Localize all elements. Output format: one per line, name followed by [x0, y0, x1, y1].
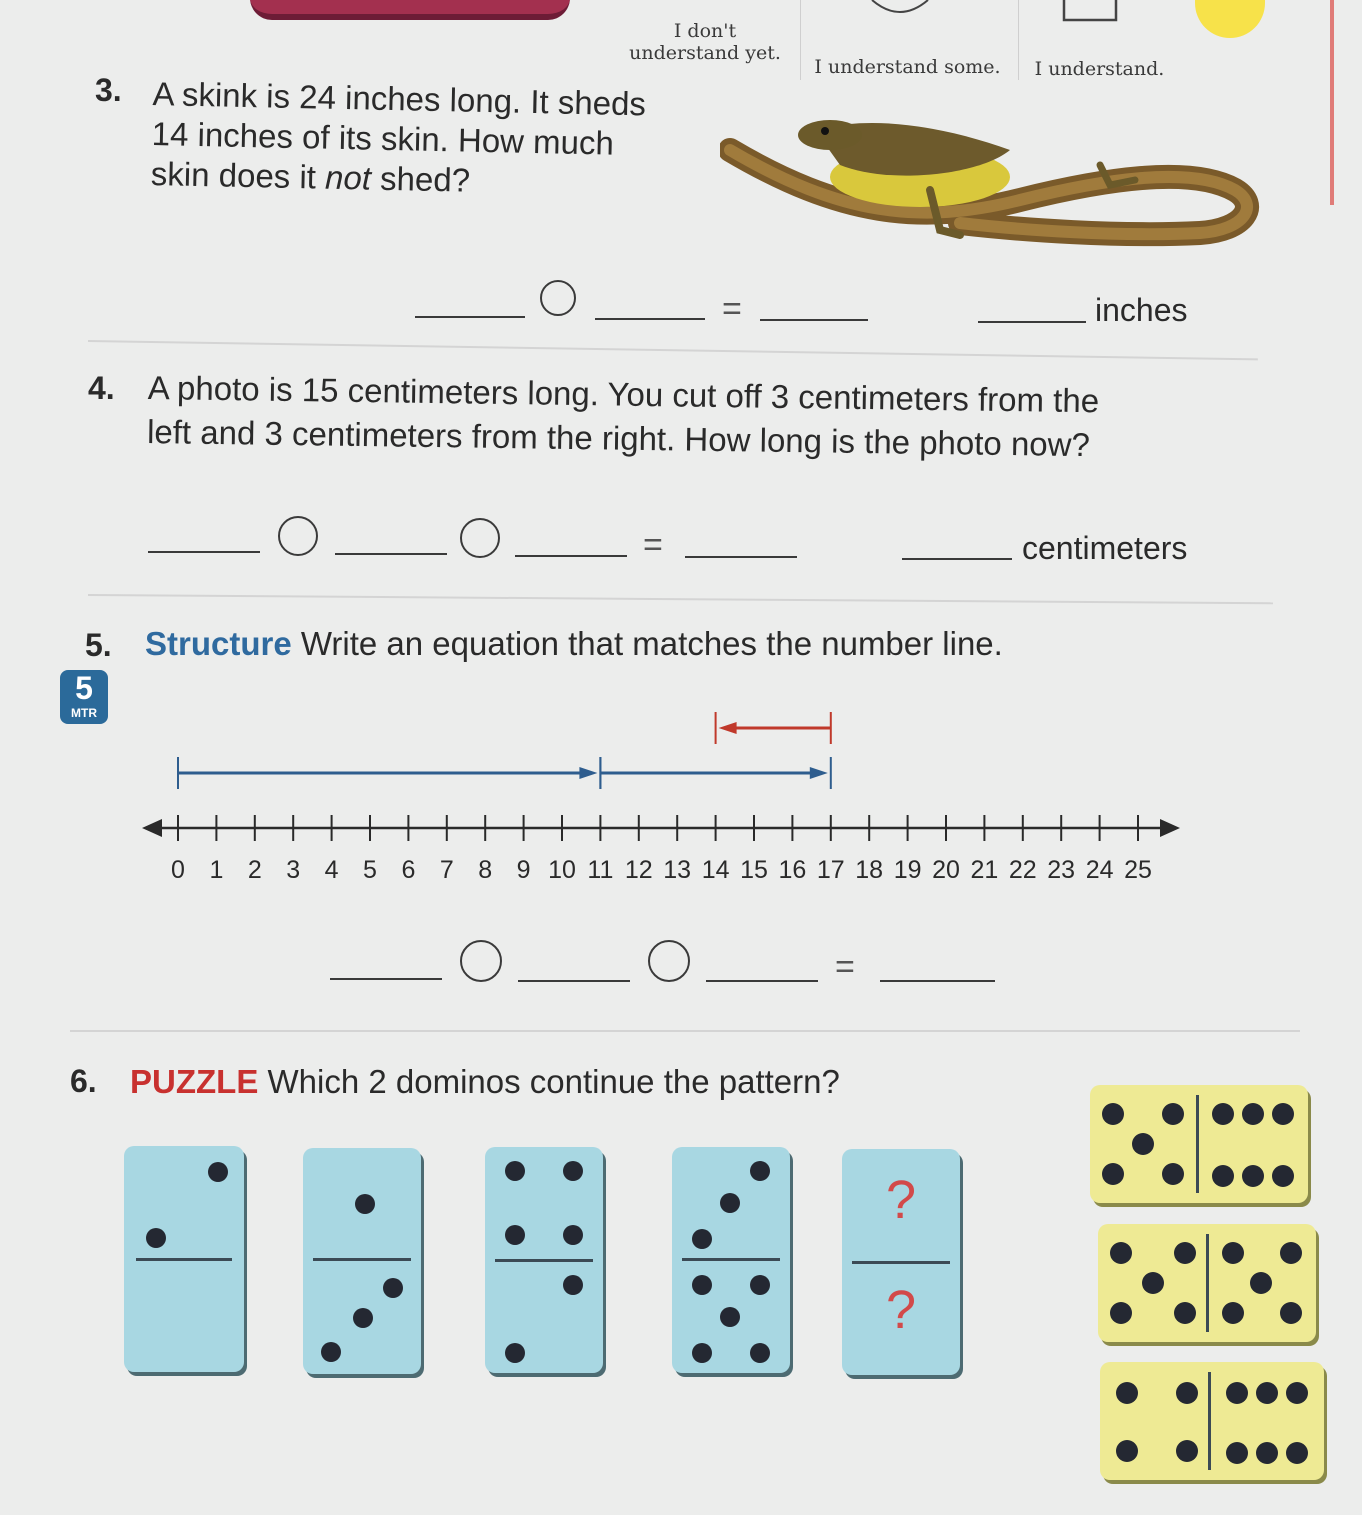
domino-pip [1286, 1442, 1308, 1464]
domino-divider [852, 1261, 950, 1264]
tick-label: 10 [548, 856, 576, 884]
answer-blank[interactable] [148, 551, 260, 553]
domino-pip [750, 1343, 770, 1363]
answer-blank[interactable] [880, 980, 995, 982]
domino-pip [1226, 1382, 1248, 1404]
badge-label: MTR [71, 706, 97, 720]
domino-pip [505, 1343, 525, 1363]
domino-pip [1242, 1103, 1264, 1125]
domino-pip [750, 1275, 770, 1295]
domino-pip [1162, 1163, 1184, 1185]
tick-label: 13 [663, 856, 692, 884]
domino-pip [1162, 1103, 1184, 1125]
face-icon-some [870, 0, 930, 14]
question-5-text [145, 624, 1245, 664]
decorative-banner [250, 0, 570, 20]
operator-circle[interactable] [460, 518, 500, 558]
domino-pip [1116, 1382, 1138, 1404]
domino-divider [136, 1258, 232, 1261]
tick-label: 0 [171, 856, 185, 884]
domino-pip [383, 1278, 403, 1298]
pattern-domino-2 [303, 1148, 421, 1374]
domino-pip [1132, 1133, 1154, 1155]
tick-label: 16 [778, 856, 807, 884]
tick-label: 5 [363, 856, 377, 884]
question-text-line: 14 inches of its skin. How much [151, 114, 615, 162]
domino-pip [563, 1275, 583, 1295]
rating-some[interactable]: I understand some. [814, 56, 1001, 78]
domino-pip [1280, 1302, 1302, 1324]
domino-pip [1280, 1242, 1302, 1264]
tick-label: 17 [816, 856, 845, 884]
domino-divider [1206, 1234, 1209, 1332]
tick-label: 21 [970, 856, 999, 884]
domino-pip [1102, 1103, 1124, 1125]
puzzle-keyword: PUZZLE [130, 1063, 259, 1100]
domino-pip [563, 1161, 583, 1181]
question-text-part: shed? [370, 159, 471, 199]
domino-pip [1116, 1440, 1138, 1462]
rating-understand[interactable]: I understand. [1034, 58, 1165, 80]
answer-domino-1[interactable] [1090, 1085, 1308, 1203]
tick-label: 4 [324, 856, 339, 884]
jump-arrow-head [579, 767, 597, 779]
answer-blank[interactable] [415, 316, 525, 318]
equals-sign: = [835, 948, 855, 986]
section-divider [88, 340, 1258, 360]
question-4-text [147, 368, 1298, 468]
question-number: 4. [88, 370, 115, 406]
question-text-line: left and 3 centimeters from the right. How long is the photo now? [146, 412, 1091, 464]
question-text-part: skin does it [150, 154, 326, 196]
domino-pip [720, 1193, 740, 1213]
tick-label: 11 [587, 856, 614, 884]
page-margin-line [1330, 0, 1334, 205]
axis-arrow-right [1160, 819, 1180, 837]
domino-pip [505, 1225, 525, 1245]
operator-circle[interactable] [460, 940, 502, 982]
domino-pip [1174, 1242, 1196, 1264]
tick-label: 8 [478, 856, 493, 884]
domino-pip [750, 1161, 770, 1181]
question-text-part: Which 2 dominos continue the pattern? [258, 1063, 840, 1100]
answer-blank[interactable] [978, 321, 1086, 323]
jump-arrow-head [810, 767, 828, 779]
domino-pip [1272, 1165, 1294, 1187]
question-mark: ? [885, 1170, 917, 1230]
domino-pip [1272, 1103, 1294, 1125]
domino-pip [1256, 1442, 1278, 1464]
answer-blank[interactable] [902, 558, 1012, 560]
domino-divider [682, 1258, 780, 1261]
section-divider [88, 594, 1273, 604]
domino-pip [1176, 1382, 1198, 1404]
domino-divider [313, 1258, 411, 1261]
number-line [130, 700, 1190, 900]
domino-pip [353, 1308, 373, 1328]
tick-label: 19 [893, 856, 922, 884]
tick-label: 24 [1085, 856, 1114, 884]
domino-pip [505, 1161, 525, 1181]
domino-pip [1222, 1302, 1244, 1324]
tick-label: 7 [439, 856, 454, 884]
question-text-line: A skink is 24 inches long. It sheds [152, 74, 647, 123]
domino-pip [563, 1225, 583, 1245]
domino-pip [1250, 1272, 1272, 1294]
domino-pip [1110, 1302, 1132, 1324]
domino-pip [1242, 1165, 1264, 1187]
axis-arrow-left [142, 819, 162, 837]
operator-circle[interactable] [648, 940, 690, 982]
pattern-domino-4 [672, 1147, 790, 1373]
domino-pip [1212, 1165, 1234, 1187]
domino-pip [1226, 1442, 1248, 1464]
tick-label: 14 [701, 856, 730, 884]
question-6-text [130, 1062, 1030, 1102]
domino-divider [1208, 1372, 1211, 1470]
face-icon-understand [1060, 0, 1120, 24]
domino-pip [146, 1228, 166, 1248]
domino-pip [1212, 1103, 1234, 1125]
question-number: 6. [70, 1063, 97, 1099]
rating-not-yet[interactable]: I don't understand yet. [629, 20, 781, 64]
domino-divider [1196, 1095, 1199, 1193]
domino-pip [355, 1194, 375, 1214]
question-mark: ? [885, 1280, 917, 1340]
tick-label: 22 [1008, 856, 1037, 884]
tick-label: 12 [624, 856, 653, 884]
equals-sign: = [722, 290, 742, 328]
tick-label: 3 [286, 856, 301, 884]
answer-blank[interactable] [685, 556, 797, 558]
tick-label: 18 [855, 856, 884, 884]
answer-blank[interactable] [335, 553, 447, 555]
tick-label: 1 [209, 856, 224, 884]
question-text-part: Write an equation that matches the number line. [291, 625, 1003, 662]
question-3-text [150, 74, 732, 206]
tick-label: 9 [516, 856, 531, 884]
decorative-shape [1195, 0, 1265, 38]
domino-pip [1142, 1272, 1164, 1294]
answer-blank[interactable] [706, 980, 818, 982]
domino-pip [720, 1307, 740, 1327]
answer-blank[interactable] [515, 555, 627, 557]
question-number: 3. [95, 72, 122, 108]
answer-blank[interactable] [518, 980, 630, 982]
domino-pip [692, 1275, 712, 1295]
domino-pip [1256, 1382, 1278, 1404]
rating-divider [800, 0, 801, 80]
tick-label: 2 [247, 856, 262, 884]
domino-pip [1102, 1163, 1124, 1185]
mtr-badge [60, 670, 108, 724]
domino-pip [321, 1342, 341, 1362]
domino-pip [692, 1343, 712, 1363]
pattern-domino-3 [485, 1147, 603, 1373]
answer-blank[interactable] [595, 318, 705, 320]
answer-domino-2[interactable] [1098, 1224, 1316, 1342]
operator-circle[interactable] [278, 516, 318, 556]
domino-pip [1110, 1242, 1132, 1264]
pattern-domino-unknown [842, 1149, 960, 1375]
answer-blank[interactable] [330, 978, 442, 980]
emphasis-text: not [324, 158, 372, 197]
domino-pip [1286, 1382, 1308, 1404]
answer-blank[interactable] [760, 319, 868, 321]
tick-label: 25 [1124, 856, 1152, 884]
domino-pip [1174, 1302, 1196, 1324]
operator-circle[interactable] [540, 280, 576, 316]
jump-arrow-head [719, 722, 737, 734]
section-divider [70, 1030, 1300, 1032]
answer-domino-3[interactable] [1100, 1362, 1324, 1480]
domino-pip [692, 1229, 712, 1249]
domino-pip [1222, 1242, 1244, 1264]
question-text-line: A photo is 15 centimeters long. You cut off 3 centimeters from the [147, 368, 1100, 420]
skink-illustration [720, 105, 1260, 260]
tick-label: 23 [1047, 856, 1076, 884]
domino-pip [208, 1162, 228, 1182]
tick-label: 20 [932, 856, 960, 884]
badge-number: 5 [75, 670, 93, 706]
pattern-domino-1 [124, 1146, 244, 1372]
unit-label: centimeters [1022, 530, 1188, 566]
rating-divider [1018, 0, 1019, 80]
unit-label: inches [1095, 292, 1188, 328]
tick-label: 6 [401, 856, 416, 884]
domino-divider [495, 1259, 593, 1262]
tick-label: 15 [740, 856, 768, 884]
question-number: 5. [85, 627, 112, 663]
equals-sign: = [643, 526, 663, 564]
domino-pip [1176, 1440, 1198, 1462]
structure-keyword: Structure [145, 625, 292, 662]
